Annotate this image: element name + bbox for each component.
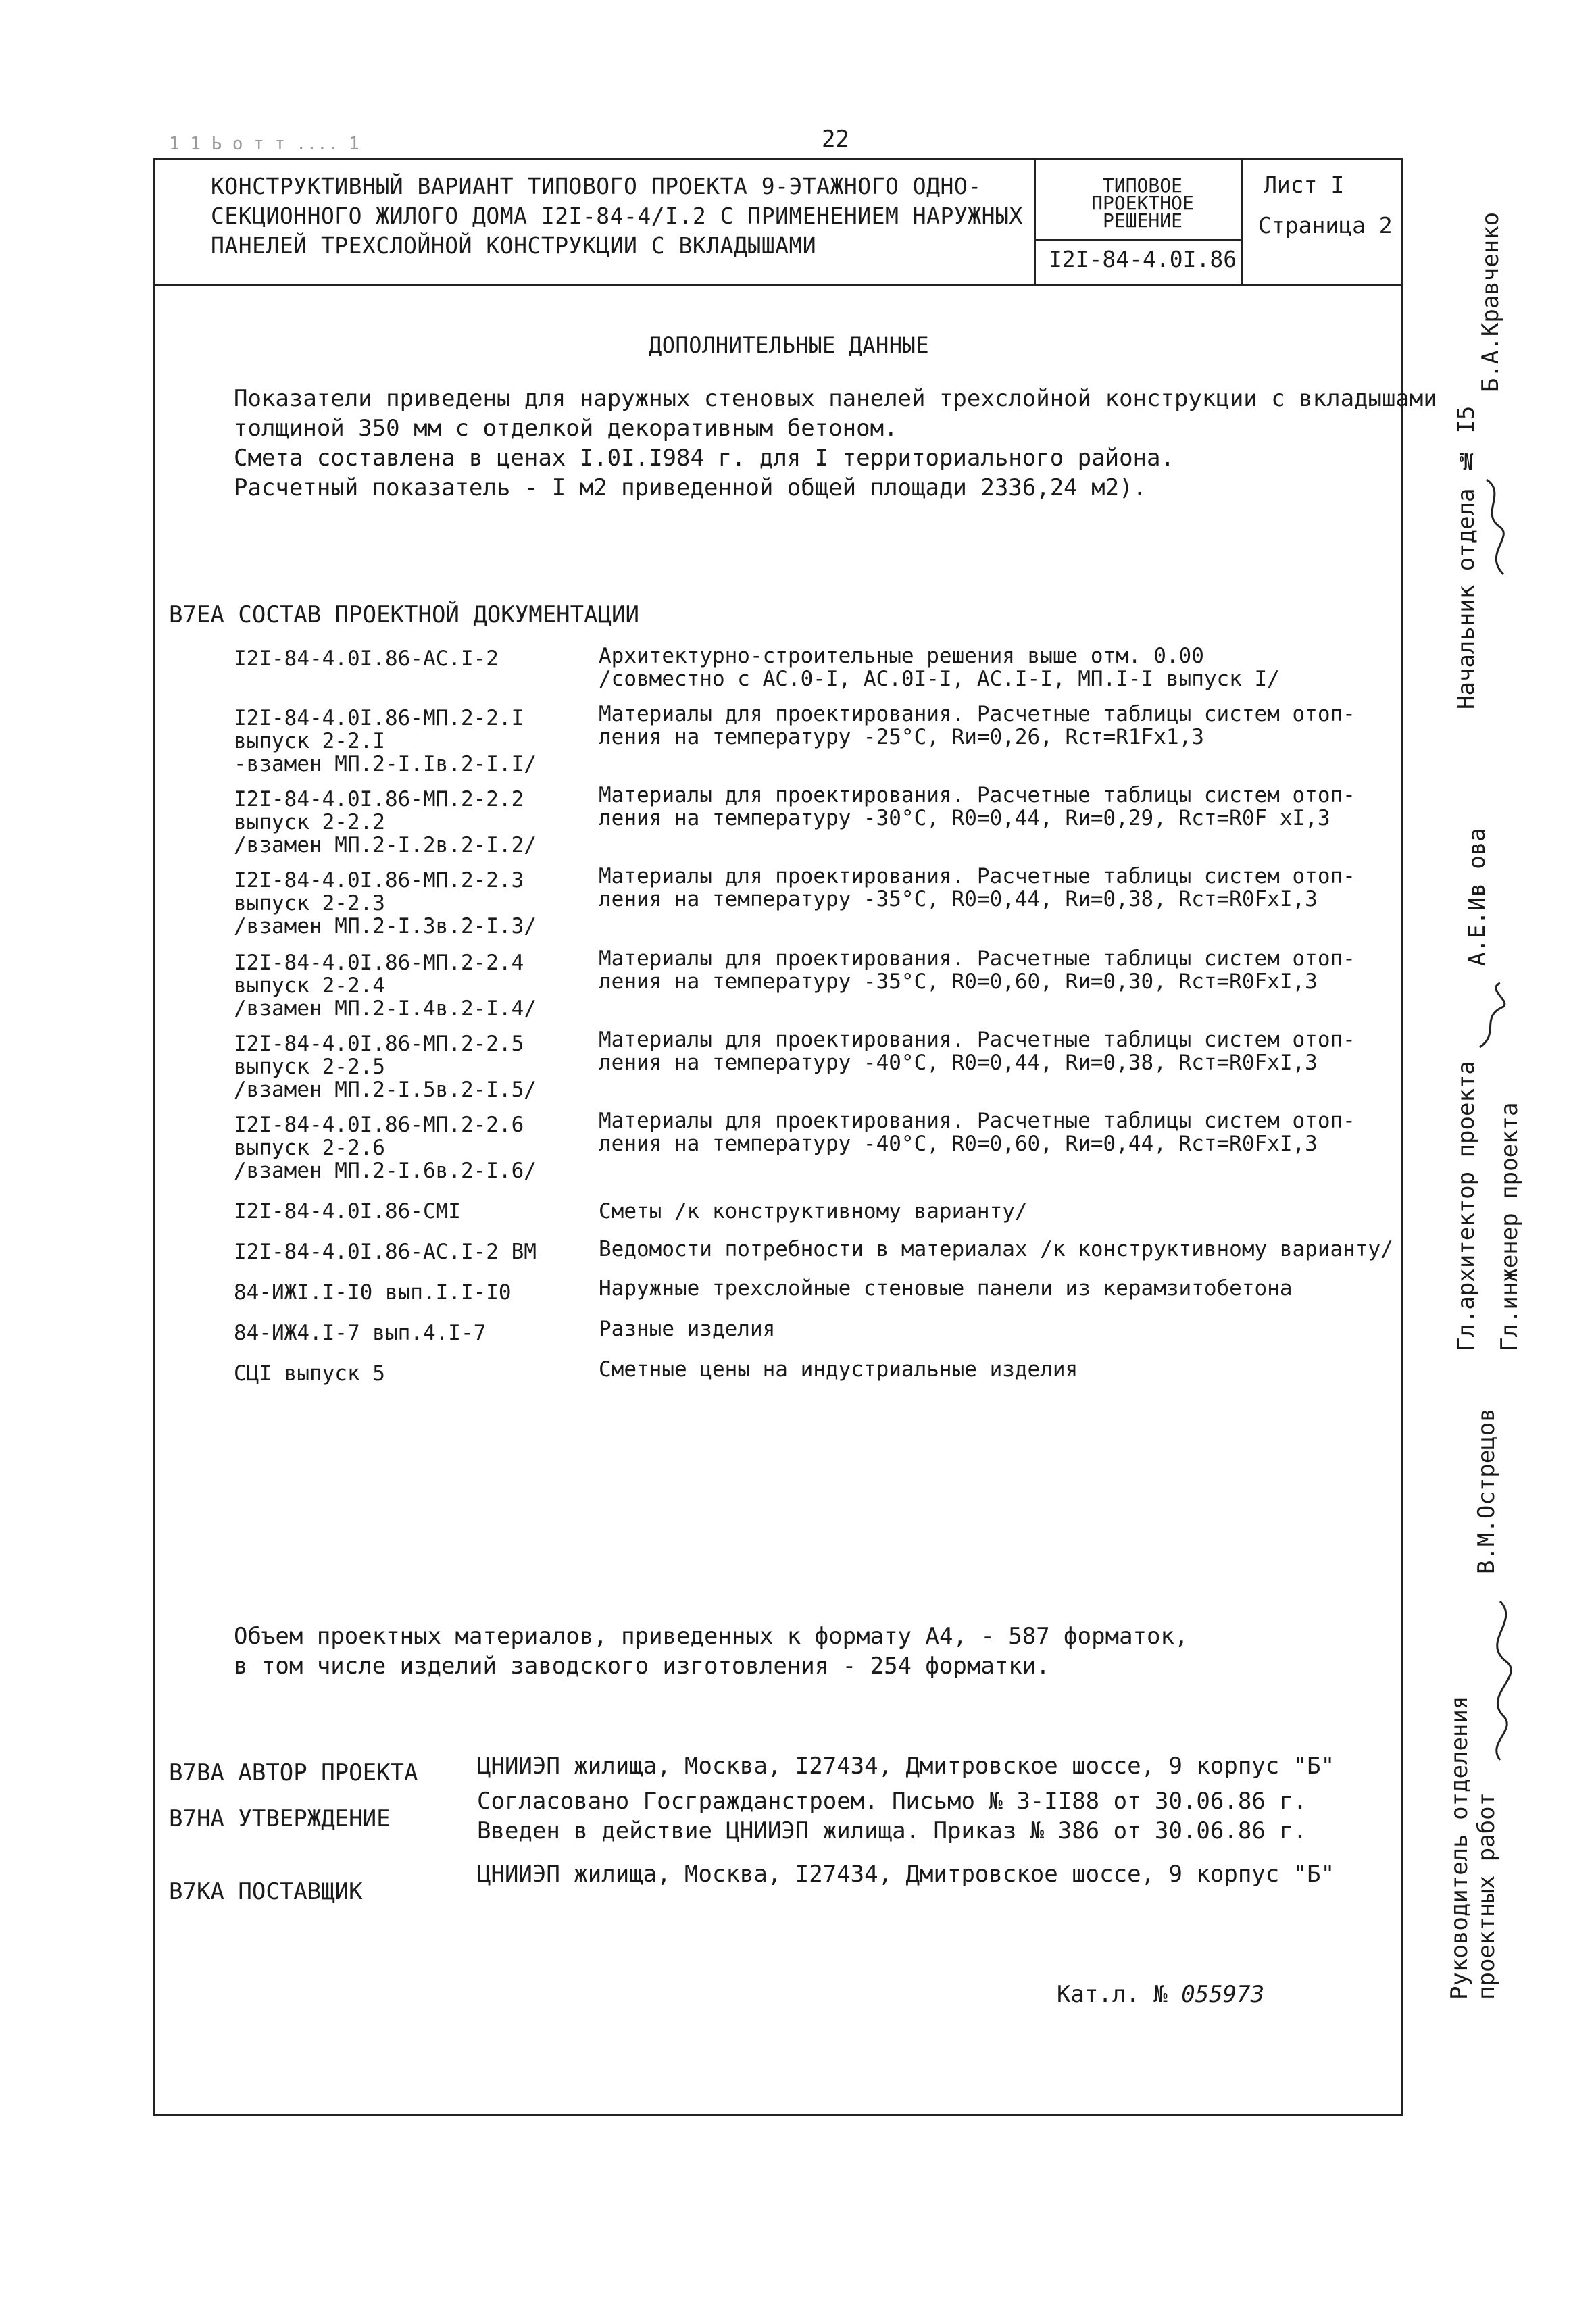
approval-label: [169, 1804, 391, 1834]
doc-desc: Наружные трехслойные стеновые панели из керамзитобетона: [599, 1276, 1293, 1301]
author-label: [169, 1758, 418, 1788]
doc-code: 84-ИЖI.I-I0 вып.I.I-I0: [234, 1280, 512, 1305]
doc-desc: Материалы для проектирования. Расчетные таблицы систем отоп-: [599, 702, 1355, 726]
doc-desc: ления на температуру -40°С, R0=0,60, Rи=0,44, Rст=R0FxI,3: [599, 1132, 1318, 1156]
section-title: ПОСТАВЩИК: [238, 1878, 363, 1905]
doc-code: I2I-84-4.0I.86-СМI: [234, 1199, 461, 1224]
doc-code: /взамен МП.2-I.4в.2-I.4/: [234, 997, 537, 1021]
doc-desc: ления на температуру -30°С, R0=0,44, Rи=0,29, Rст=R0F xI,3: [599, 806, 1330, 830]
section-code: В7НА: [169, 1805, 224, 1832]
doc-desc: Материалы для проектирования. Расчетные таблицы систем отоп-: [599, 947, 1355, 971]
title-divider-1: [1034, 158, 1036, 286]
text-line: толщиной 350 мм с отделкой декоративным бетоном.: [234, 415, 898, 442]
doc-code: выпуск 2-2.2: [234, 810, 385, 834]
doc-desc: Архитектурно-строительные решения выше отм. 0.00: [599, 644, 1204, 668]
doc-desc: Разные изделия: [599, 1317, 776, 1341]
composition-heading: [169, 600, 639, 630]
signer-chief-engineer: Гл.инженер проекта: [1496, 1102, 1523, 1351]
text-line: Объем проектных материалов, приведенных к формату А4, - 587 форматок,: [234, 1623, 1189, 1650]
doc-code: выпуск 2-2.6: [234, 1136, 385, 1160]
catalog-number: [1057, 1980, 1264, 2009]
supplier-value: ЦНИИЭП жилища, Москва, I27434, Дмитровское шоссе, 9 корпус "Б": [477, 1861, 1335, 1888]
signature-ivanova: [1473, 980, 1514, 1054]
author-value: ЦНИИЭП жилища, Москва, I27434, Дмитровское шоссе, 9 корпус "Б": [477, 1753, 1335, 1780]
page-number: 22: [822, 126, 849, 153]
doc-desc: Материалы для проектирования. Расчетные таблицы систем отоп-: [599, 864, 1355, 888]
decision-line: РЕШЕНИЕ: [1102, 209, 1182, 232]
decision-type: [1045, 174, 1241, 232]
doc-code: /взамен МП.2-I.3в.2-I.3/: [234, 914, 537, 938]
doc-code: /взамен МП.2-I.5в.2-I.5/: [234, 1078, 537, 1102]
project-title-line: КОНСТРУКТИВНЫЙ ВАРИАНТ ТИПОВОГО ПРОЕКТА 9-ЭТАЖНОГО ОДНО-: [211, 173, 982, 199]
section-code: В7КА: [169, 1878, 224, 1905]
page-label: Страница 2: [1258, 212, 1393, 238]
approval-text: [477, 1786, 1307, 1846]
doc-desc: ления на температуру -35°С, R0=0,60, Rи=0,30, Rст=R0FxI,3: [599, 970, 1318, 994]
text-line: Введен в действие ЦНИИЭП жилища. Приказ № 386 от 30.06.86 г.: [477, 1817, 1307, 1844]
doc-code: I2I-84-4.0I.86-МП.2-2.5: [234, 1032, 524, 1056]
doc-code: выпуск 2-2.3: [234, 891, 385, 915]
doc-desc: ления на температуру -35°С, R0=0,44, Rи=0,38, Rст=R0FxI,3: [599, 887, 1318, 911]
text-line: Показатели приведены для наружных стеновых панелей трехслойной конструкции с вкладышами: [234, 385, 1437, 412]
doc-desc: Ведомости потребности в материалах /к конструктивному варианту/: [599, 1237, 1393, 1261]
doc-code: /взамен МП.2-I.6в.2-I.6/: [234, 1159, 537, 1183]
archive-mark: 1 1 Ь о т т .... 1: [169, 134, 359, 154]
doc-code: I2I-84-4.0I.86-МП.2-2.3: [234, 868, 524, 892]
doc-code: выпуск 2-2.5: [234, 1055, 385, 1079]
doc-code: /взамен МП.2-I.2в.2-I.2/: [234, 833, 537, 857]
doc-code: I2I-84-4.0I.86-МП.2-2.6: [234, 1113, 524, 1137]
signature-head-dept: [1473, 473, 1520, 581]
section-code: В7ЕА: [169, 601, 224, 628]
project-title: [211, 172, 1023, 261]
section-title: УТВЕРЖДЕНИЕ: [238, 1805, 391, 1832]
doc-code: I2I-84-4.0I.86-МП.2-2.2: [234, 787, 524, 811]
doc-desc: Материалы для проектирования. Расчетные таблицы систем отоп-: [599, 1028, 1355, 1052]
decision-line: ТИПОВОЕ: [1102, 174, 1182, 197]
project-title-line: СЕКЦИОННОГО ЖИЛОГО ДОМА I2I-84-4/I.2 С ПРИМЕНЕНИЕМ НАРУЖНЫХ: [211, 203, 1023, 229]
signer-chief-architect: Гл.архитектор проекта: [1453, 1061, 1480, 1351]
title-divider-3: [1036, 239, 1241, 241]
catalog-label: Кат.л. №: [1057, 1981, 1168, 2008]
doc-desc: Материалы для проектирования. Расчетные таблицы систем отоп-: [599, 1109, 1355, 1133]
doc-code: I2I-84-4.0I.86-МП.2-2.I: [234, 706, 524, 730]
title-divider-2: [1241, 158, 1243, 286]
decision-code: I2I-84-4.0I.86: [1048, 246, 1237, 272]
signer-head-works-1: Руководитель отделения: [1446, 1695, 1473, 2000]
signer-ostretsov: В.М.Острецов: [1473, 1408, 1500, 1574]
doc-desc: /совместно с АС.0-I, АС.0I-I, АС.I-I, МП.I-I выпуск I/: [599, 667, 1280, 691]
signer-head-dept: Начальник отдела № I5: [1453, 405, 1480, 709]
text-line: Расчетный показатель - I м2 приведенной общей площади 2336,24 м2).: [234, 474, 1147, 501]
volume-text: [234, 1621, 1188, 1681]
supplier-label: [169, 1877, 363, 1907]
section-title: СОСТАВ ПРОЕКТНОЙ ДОКУМЕНТАЦИИ: [238, 601, 639, 628]
additional-data-text: [234, 384, 1437, 503]
doc-code: I2I-84-4.0I.86-АС.I-2: [234, 647, 499, 671]
doc-code: I2I-84-4.0I.86-АС.I-2 ВМ: [234, 1240, 537, 1264]
doc-desc: Сметы /к конструктивному варианту/: [599, 1199, 1028, 1224]
section-title: АВТОР ПРОЕКТА: [238, 1759, 418, 1786]
doc-desc: Сметные цены на индустриальные изделия: [599, 1357, 1078, 1382]
doc-code: выпуск 2-2.4: [234, 974, 385, 998]
project-title-line: ПАНЕЛЕЙ ТРЕХСЛОЙНОЙ КОНСТРУКЦИИ С ВКЛАДЫШАМИ: [211, 232, 817, 259]
decision-line: ПРОЕКТНОЕ: [1091, 192, 1194, 214]
text-line: Смета составлена в ценах I.0I.I984 г. для I территориального района.: [234, 445, 1174, 472]
signer-ivanova: А.Е.Ив ова: [1464, 828, 1491, 966]
signer-head-works-2: проектных работ: [1473, 1792, 1500, 2000]
sheet-number: Лист I: [1264, 172, 1345, 198]
section-code: В7ВА: [169, 1759, 224, 1786]
doc-code: СЦI выпуск 5: [234, 1361, 385, 1386]
doc-desc: ления на температуру -40°С, R0=0,44, Rи=0,38, Rст=R0FxI,3: [599, 1051, 1318, 1075]
text-line: Согласовано Госгражданстроем. Письмо № 3-II88 от 30.06.86 г.: [477, 1788, 1307, 1815]
doc-code: выпуск 2-2.I: [234, 729, 385, 753]
additional-data-heading: ДОПОЛНИТЕЛЬНЫЕ ДАННЫЕ: [649, 332, 930, 358]
catalog-value: 055973: [1181, 1981, 1265, 2008]
doc-code: -взамен МП.2-I.Iв.2-I.I/: [234, 752, 537, 776]
text-line: в том числе изделий заводского изготовления - 254 форматки.: [234, 1653, 1050, 1680]
doc-code: 84-ИЖ4.I-7 вып.4.I-7: [234, 1321, 487, 1345]
signer-kravchenko: Б.А.Кравченко: [1477, 211, 1504, 392]
doc-desc: ления на температуру -25°С, Rи=0,26, Rст=R1Fх1,3: [599, 725, 1204, 749]
doc-desc: Материалы для проектирования. Расчетные таблицы систем отоп-: [599, 783, 1355, 807]
doc-code: I2I-84-4.0I.86-МП.2-2.4: [234, 951, 524, 975]
